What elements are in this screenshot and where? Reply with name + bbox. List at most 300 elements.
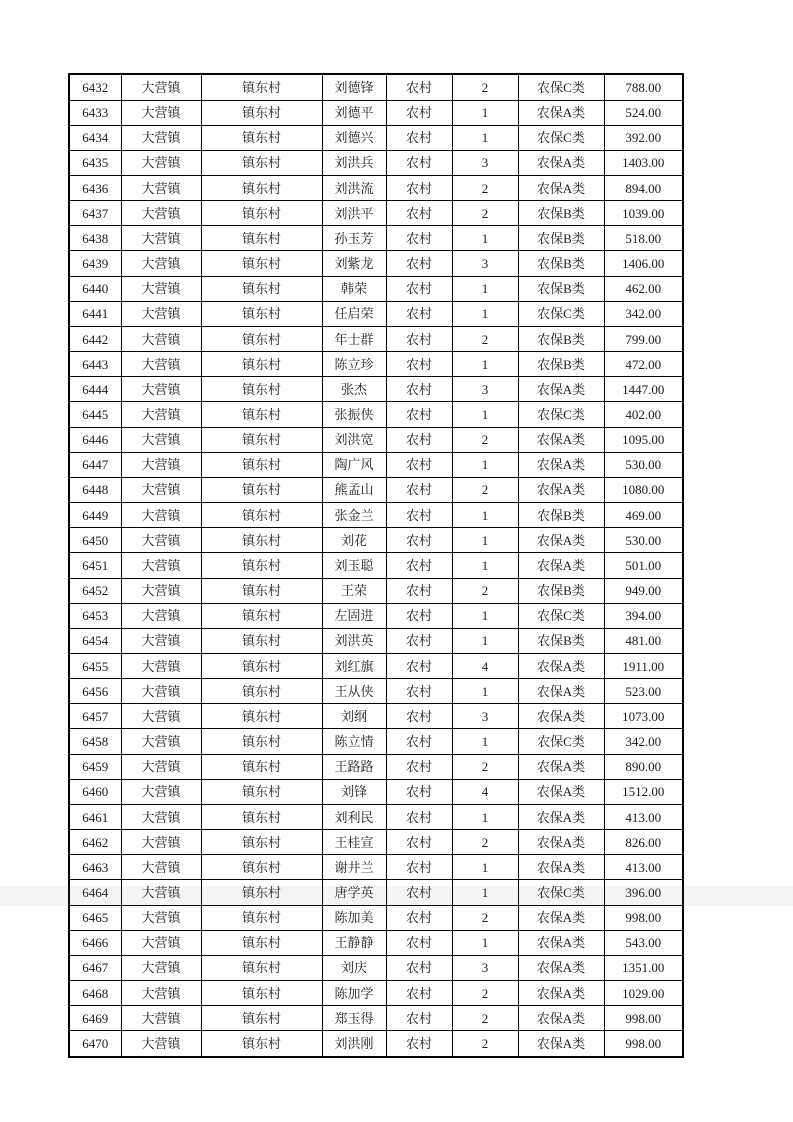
- cell-town: 大营镇: [121, 603, 201, 628]
- cell-person-count: 2: [452, 981, 518, 1006]
- cell-village: 镇东村: [201, 704, 322, 729]
- cell-village: 镇东村: [201, 653, 322, 678]
- cell-insurance-type: 农保A类: [518, 779, 604, 804]
- cell-serial-no: 6433: [69, 100, 121, 125]
- cell-insurance-type: 农保A类: [518, 100, 604, 125]
- cell-amount: 469.00: [604, 503, 683, 528]
- cell-person-count: 1: [452, 503, 518, 528]
- table-row: [69, 981, 683, 1006]
- table-row: [69, 201, 683, 226]
- cell-serial-no: 6468: [69, 981, 121, 1006]
- cell-household-type: 农村: [386, 553, 452, 578]
- cell-amount: 1073.00: [604, 704, 683, 729]
- cell-insurance-type: 农保A类: [518, 653, 604, 678]
- cell-town: 大营镇: [121, 653, 201, 678]
- cell-town: 大营镇: [121, 855, 201, 880]
- cell-name: 孙玉芳: [322, 226, 386, 251]
- cell-village: 镇东村: [201, 427, 322, 452]
- table-row: [69, 754, 683, 779]
- cell-serial-no: 6449: [69, 503, 121, 528]
- cell-town: 大营镇: [121, 729, 201, 754]
- cell-insurance-type: 农保A类: [518, 1031, 604, 1057]
- cell-town: 大营镇: [121, 528, 201, 553]
- cell-town: 大营镇: [121, 150, 201, 175]
- cell-insurance-type: 农保B类: [518, 503, 604, 528]
- cell-name: 张振侠: [322, 402, 386, 427]
- cell-town: 大营镇: [121, 754, 201, 779]
- cell-village: 镇东村: [201, 880, 322, 905]
- cell-amount: 472.00: [604, 352, 683, 377]
- cell-person-count: 3: [452, 704, 518, 729]
- cell-serial-no: 6437: [69, 201, 121, 226]
- table-row: [69, 1006, 683, 1031]
- cell-serial-no: 6452: [69, 578, 121, 603]
- cell-insurance-type: 农保A类: [518, 754, 604, 779]
- cell-serial-no: 6442: [69, 326, 121, 351]
- cell-household-type: 农村: [386, 1031, 452, 1057]
- cell-town: 大营镇: [121, 1006, 201, 1031]
- cell-town: 大营镇: [121, 905, 201, 930]
- cell-household-type: 农村: [386, 804, 452, 829]
- cell-name: 刘德兴: [322, 125, 386, 150]
- cell-person-count: 3: [452, 377, 518, 402]
- cell-serial-no: 6470: [69, 1031, 121, 1057]
- cell-person-count: 3: [452, 955, 518, 980]
- cell-village: 镇东村: [201, 779, 322, 804]
- cell-name: 陶广风: [322, 452, 386, 477]
- cell-name: 刘洪宽: [322, 427, 386, 452]
- cell-village: 镇东村: [201, 905, 322, 930]
- cell-name: 刘庆: [322, 955, 386, 980]
- cell-household-type: 农村: [386, 503, 452, 528]
- cell-person-count: 4: [452, 779, 518, 804]
- cell-serial-no: 6463: [69, 855, 121, 880]
- cell-amount: 413.00: [604, 804, 683, 829]
- cell-serial-no: 6451: [69, 553, 121, 578]
- cell-amount: 402.00: [604, 402, 683, 427]
- cell-name: 刘德锋: [322, 74, 386, 100]
- cell-person-count: 1: [452, 276, 518, 301]
- cell-name: 张杰: [322, 377, 386, 402]
- cell-household-type: 农村: [386, 326, 452, 351]
- cell-household-type: 农村: [386, 578, 452, 603]
- cell-village: 镇东村: [201, 628, 322, 653]
- cell-town: 大营镇: [121, 125, 201, 150]
- cell-village: 镇东村: [201, 981, 322, 1006]
- cell-name: 郑玉得: [322, 1006, 386, 1031]
- table-row: [69, 301, 683, 326]
- cell-name: 任启荣: [322, 301, 386, 326]
- cell-village: 镇东村: [201, 553, 322, 578]
- cell-person-count: 1: [452, 804, 518, 829]
- cell-name: 刘红旗: [322, 653, 386, 678]
- table-row: [69, 653, 683, 678]
- cell-person-count: 4: [452, 653, 518, 678]
- table-row: [69, 779, 683, 804]
- cell-village: 镇东村: [201, 679, 322, 704]
- cell-household-type: 农村: [386, 226, 452, 251]
- cell-insurance-type: 农保B类: [518, 628, 604, 653]
- cell-name: 王静静: [322, 930, 386, 955]
- cell-town: 大营镇: [121, 704, 201, 729]
- cell-amount: 518.00: [604, 226, 683, 251]
- cell-household-type: 农村: [386, 301, 452, 326]
- cell-household-type: 农村: [386, 251, 452, 276]
- cell-household-type: 农村: [386, 628, 452, 653]
- cell-person-count: 1: [452, 100, 518, 125]
- table-row: [69, 528, 683, 553]
- cell-town: 大营镇: [121, 930, 201, 955]
- cell-serial-no: 6445: [69, 402, 121, 427]
- cell-town: 大营镇: [121, 452, 201, 477]
- cell-person-count: 1: [452, 528, 518, 553]
- table-row: [69, 100, 683, 125]
- cell-village: 镇东村: [201, 276, 322, 301]
- cell-household-type: 农村: [386, 176, 452, 201]
- cell-person-count: 2: [452, 578, 518, 603]
- cell-name: 陈加美: [322, 905, 386, 930]
- table-row: [69, 74, 683, 100]
- cell-person-count: 1: [452, 125, 518, 150]
- cell-insurance-type: 农保B类: [518, 352, 604, 377]
- cell-town: 大营镇: [121, 326, 201, 351]
- cell-name: 陈立情: [322, 729, 386, 754]
- cell-person-count: 2: [452, 201, 518, 226]
- table-row: [69, 326, 683, 351]
- cell-household-type: 农村: [386, 729, 452, 754]
- cell-household-type: 农村: [386, 930, 452, 955]
- cell-serial-no: 6448: [69, 477, 121, 502]
- cell-person-count: 1: [452, 679, 518, 704]
- cell-insurance-type: 农保A类: [518, 477, 604, 502]
- cell-town: 大营镇: [121, 779, 201, 804]
- cell-insurance-type: 农保A类: [518, 150, 604, 175]
- cell-serial-no: 6460: [69, 779, 121, 804]
- cell-person-count: 2: [452, 1006, 518, 1031]
- cell-amount: 462.00: [604, 276, 683, 301]
- cell-name: 韩荣: [322, 276, 386, 301]
- cell-serial-no: 6434: [69, 125, 121, 150]
- cell-household-type: 农村: [386, 352, 452, 377]
- table-row: [69, 150, 683, 175]
- cell-name: 熊孟山: [322, 477, 386, 502]
- cell-serial-no: 6446: [69, 427, 121, 452]
- cell-household-type: 农村: [386, 905, 452, 930]
- cell-town: 大营镇: [121, 251, 201, 276]
- cell-town: 大营镇: [121, 377, 201, 402]
- cell-insurance-type: 农保A类: [518, 830, 604, 855]
- cell-insurance-type: 农保A类: [518, 804, 604, 829]
- cell-insurance-type: 农保B类: [518, 326, 604, 351]
- cell-amount: 1512.00: [604, 779, 683, 804]
- cell-town: 大营镇: [121, 955, 201, 980]
- cell-village: 镇东村: [201, 503, 322, 528]
- cell-name: 刘德平: [322, 100, 386, 125]
- cell-name: 刘利民: [322, 804, 386, 829]
- cell-serial-no: 6458: [69, 729, 121, 754]
- table-row: [69, 125, 683, 150]
- cell-household-type: 农村: [386, 427, 452, 452]
- table-row: [69, 704, 683, 729]
- cell-town: 大营镇: [121, 427, 201, 452]
- cell-name: 刘玉聪: [322, 553, 386, 578]
- cell-serial-no: 6443: [69, 352, 121, 377]
- cell-name: 刘洪兵: [322, 150, 386, 175]
- cell-person-count: 1: [452, 729, 518, 754]
- cell-amount: 799.00: [604, 326, 683, 351]
- cell-household-type: 农村: [386, 377, 452, 402]
- cell-amount: 342.00: [604, 301, 683, 326]
- cell-serial-no: 6461: [69, 804, 121, 829]
- cell-person-count: 2: [452, 754, 518, 779]
- table-row: [69, 176, 683, 201]
- cell-person-count: 1: [452, 402, 518, 427]
- cell-amount: 524.00: [604, 100, 683, 125]
- cell-amount: 530.00: [604, 452, 683, 477]
- cell-village: 镇东村: [201, 176, 322, 201]
- cell-amount: 1406.00: [604, 251, 683, 276]
- cell-serial-no: 6465: [69, 905, 121, 930]
- cell-village: 镇东村: [201, 528, 322, 553]
- cell-serial-no: 6457: [69, 704, 121, 729]
- cell-household-type: 农村: [386, 477, 452, 502]
- cell-name: 左固进: [322, 603, 386, 628]
- cell-amount: 1095.00: [604, 427, 683, 452]
- cell-household-type: 农村: [386, 74, 452, 100]
- cell-town: 大营镇: [121, 628, 201, 653]
- table-row: [69, 377, 683, 402]
- pension-roster-table: [68, 73, 684, 1058]
- cell-serial-no: 6440: [69, 276, 121, 301]
- cell-name: 王路路: [322, 754, 386, 779]
- cell-insurance-type: 农保A类: [518, 955, 604, 980]
- cell-insurance-type: 农保C类: [518, 125, 604, 150]
- cell-serial-no: 6450: [69, 528, 121, 553]
- cell-household-type: 农村: [386, 276, 452, 301]
- cell-village: 镇东村: [201, 251, 322, 276]
- cell-household-type: 农村: [386, 955, 452, 980]
- cell-name: 陈立珍: [322, 352, 386, 377]
- cell-person-count: 2: [452, 326, 518, 351]
- cell-name: 王桂宣: [322, 830, 386, 855]
- cell-person-count: 2: [452, 830, 518, 855]
- cell-household-type: 农村: [386, 754, 452, 779]
- cell-household-type: 农村: [386, 452, 452, 477]
- cell-town: 大营镇: [121, 1031, 201, 1057]
- cell-person-count: 2: [452, 427, 518, 452]
- cell-amount: 1351.00: [604, 955, 683, 980]
- cell-amount: 481.00: [604, 628, 683, 653]
- table-row: [69, 830, 683, 855]
- cell-serial-no: 6441: [69, 301, 121, 326]
- cell-name: 年士群: [322, 326, 386, 351]
- cell-name: 刘纲: [322, 704, 386, 729]
- cell-village: 镇东村: [201, 301, 322, 326]
- cell-amount: 392.00: [604, 125, 683, 150]
- table-row: [69, 880, 683, 905]
- cell-insurance-type: 农保A类: [518, 377, 604, 402]
- cell-person-count: 1: [452, 553, 518, 578]
- cell-name: 张金兰: [322, 503, 386, 528]
- cell-amount: 826.00: [604, 830, 683, 855]
- cell-village: 镇东村: [201, 100, 322, 125]
- cell-village: 镇东村: [201, 477, 322, 502]
- cell-person-count: 2: [452, 1031, 518, 1057]
- cell-village: 镇东村: [201, 855, 322, 880]
- cell-insurance-type: 农保C类: [518, 402, 604, 427]
- cell-name: 刘花: [322, 528, 386, 553]
- cell-town: 大营镇: [121, 301, 201, 326]
- cell-household-type: 农村: [386, 201, 452, 226]
- cell-insurance-type: 农保A类: [518, 981, 604, 1006]
- cell-insurance-type: 农保B类: [518, 251, 604, 276]
- cell-amount: 949.00: [604, 578, 683, 603]
- cell-household-type: 农村: [386, 100, 452, 125]
- cell-village: 镇东村: [201, 578, 322, 603]
- cell-town: 大营镇: [121, 226, 201, 251]
- cell-insurance-type: 农保C类: [518, 603, 604, 628]
- cell-household-type: 农村: [386, 830, 452, 855]
- table-row: [69, 1031, 683, 1057]
- cell-insurance-type: 农保A类: [518, 679, 604, 704]
- cell-village: 镇东村: [201, 603, 322, 628]
- cell-insurance-type: 农保A类: [518, 553, 604, 578]
- cell-amount: 1403.00: [604, 150, 683, 175]
- cell-serial-no: 6462: [69, 830, 121, 855]
- cell-serial-no: 6444: [69, 377, 121, 402]
- table-row: [69, 477, 683, 502]
- cell-amount: 530.00: [604, 528, 683, 553]
- cell-person-count: 1: [452, 352, 518, 377]
- cell-insurance-type: 农保A类: [518, 704, 604, 729]
- table-row: [69, 553, 683, 578]
- cell-village: 镇东村: [201, 1006, 322, 1031]
- cell-town: 大营镇: [121, 201, 201, 226]
- cell-insurance-type: 农保A类: [518, 452, 604, 477]
- cell-serial-no: 6464: [69, 880, 121, 905]
- cell-amount: 998.00: [604, 1006, 683, 1031]
- table-body: [69, 74, 683, 1057]
- cell-serial-no: 6447: [69, 452, 121, 477]
- cell-village: 镇东村: [201, 226, 322, 251]
- cell-amount: 788.00: [604, 74, 683, 100]
- cell-name: 王从侠: [322, 679, 386, 704]
- cell-serial-no: 6467: [69, 955, 121, 980]
- cell-amount: 1911.00: [604, 653, 683, 678]
- cell-household-type: 农村: [386, 704, 452, 729]
- table-row: [69, 251, 683, 276]
- cell-amount: 890.00: [604, 754, 683, 779]
- cell-household-type: 农村: [386, 125, 452, 150]
- cell-insurance-type: 农保B类: [518, 276, 604, 301]
- cell-insurance-type: 农保C类: [518, 301, 604, 326]
- cell-serial-no: 6454: [69, 628, 121, 653]
- cell-village: 镇东村: [201, 74, 322, 100]
- cell-village: 镇东村: [201, 125, 322, 150]
- cell-village: 镇东村: [201, 1031, 322, 1057]
- cell-serial-no: 6456: [69, 679, 121, 704]
- cell-name: 刘洪英: [322, 628, 386, 653]
- cell-insurance-type: 农保A类: [518, 176, 604, 201]
- cell-town: 大营镇: [121, 880, 201, 905]
- table-row: [69, 729, 683, 754]
- cell-town: 大营镇: [121, 74, 201, 100]
- cell-amount: 543.00: [604, 930, 683, 955]
- cell-household-type: 农村: [386, 603, 452, 628]
- cell-name: 刘锋: [322, 779, 386, 804]
- cell-town: 大营镇: [121, 477, 201, 502]
- table-row: [69, 578, 683, 603]
- cell-village: 镇东村: [201, 729, 322, 754]
- table-row: [69, 503, 683, 528]
- cell-name: 刘洪平: [322, 201, 386, 226]
- cell-name: 陈加学: [322, 981, 386, 1006]
- cell-household-type: 农村: [386, 981, 452, 1006]
- cell-household-type: 农村: [386, 150, 452, 175]
- cell-serial-no: 6466: [69, 930, 121, 955]
- cell-amount: 394.00: [604, 603, 683, 628]
- cell-household-type: 农村: [386, 528, 452, 553]
- cell-serial-no: 6469: [69, 1006, 121, 1031]
- cell-household-type: 农村: [386, 1006, 452, 1031]
- cell-serial-no: 6432: [69, 74, 121, 100]
- table-row: [69, 452, 683, 477]
- table-row: [69, 276, 683, 301]
- table-row: [69, 804, 683, 829]
- cell-amount: 501.00: [604, 553, 683, 578]
- cell-town: 大营镇: [121, 578, 201, 603]
- cell-town: 大营镇: [121, 804, 201, 829]
- cell-name: 王荣: [322, 578, 386, 603]
- cell-village: 镇东村: [201, 452, 322, 477]
- cell-serial-no: 6459: [69, 754, 121, 779]
- cell-amount: 523.00: [604, 679, 683, 704]
- table-row: [69, 603, 683, 628]
- cell-serial-no: 6439: [69, 251, 121, 276]
- table-row: [69, 427, 683, 452]
- table-row: [69, 402, 683, 427]
- cell-name: 刘洪刚: [322, 1031, 386, 1057]
- cell-amount: 894.00: [604, 176, 683, 201]
- cell-name: 刘洪流: [322, 176, 386, 201]
- cell-village: 镇东村: [201, 804, 322, 829]
- cell-insurance-type: 农保A类: [518, 855, 604, 880]
- cell-town: 大营镇: [121, 402, 201, 427]
- cell-town: 大营镇: [121, 981, 201, 1006]
- cell-amount: 342.00: [604, 729, 683, 754]
- table-row: [69, 352, 683, 377]
- cell-amount: 1039.00: [604, 201, 683, 226]
- cell-village: 镇东村: [201, 352, 322, 377]
- cell-serial-no: 6436: [69, 176, 121, 201]
- cell-amount: 1447.00: [604, 377, 683, 402]
- cell-town: 大营镇: [121, 679, 201, 704]
- cell-household-type: 农村: [386, 653, 452, 678]
- cell-insurance-type: 农保A类: [518, 905, 604, 930]
- cell-village: 镇东村: [201, 201, 322, 226]
- cell-village: 镇东村: [201, 754, 322, 779]
- cell-insurance-type: 农保C类: [518, 74, 604, 100]
- cell-household-type: 农村: [386, 402, 452, 427]
- cell-village: 镇东村: [201, 955, 322, 980]
- cell-insurance-type: 农保B类: [518, 226, 604, 251]
- cell-person-count: 1: [452, 930, 518, 955]
- cell-insurance-type: 农保A类: [518, 930, 604, 955]
- table-row: [69, 226, 683, 251]
- cell-insurance-type: 农保C类: [518, 729, 604, 754]
- cell-name: 谢井兰: [322, 855, 386, 880]
- cell-serial-no: 6435: [69, 150, 121, 175]
